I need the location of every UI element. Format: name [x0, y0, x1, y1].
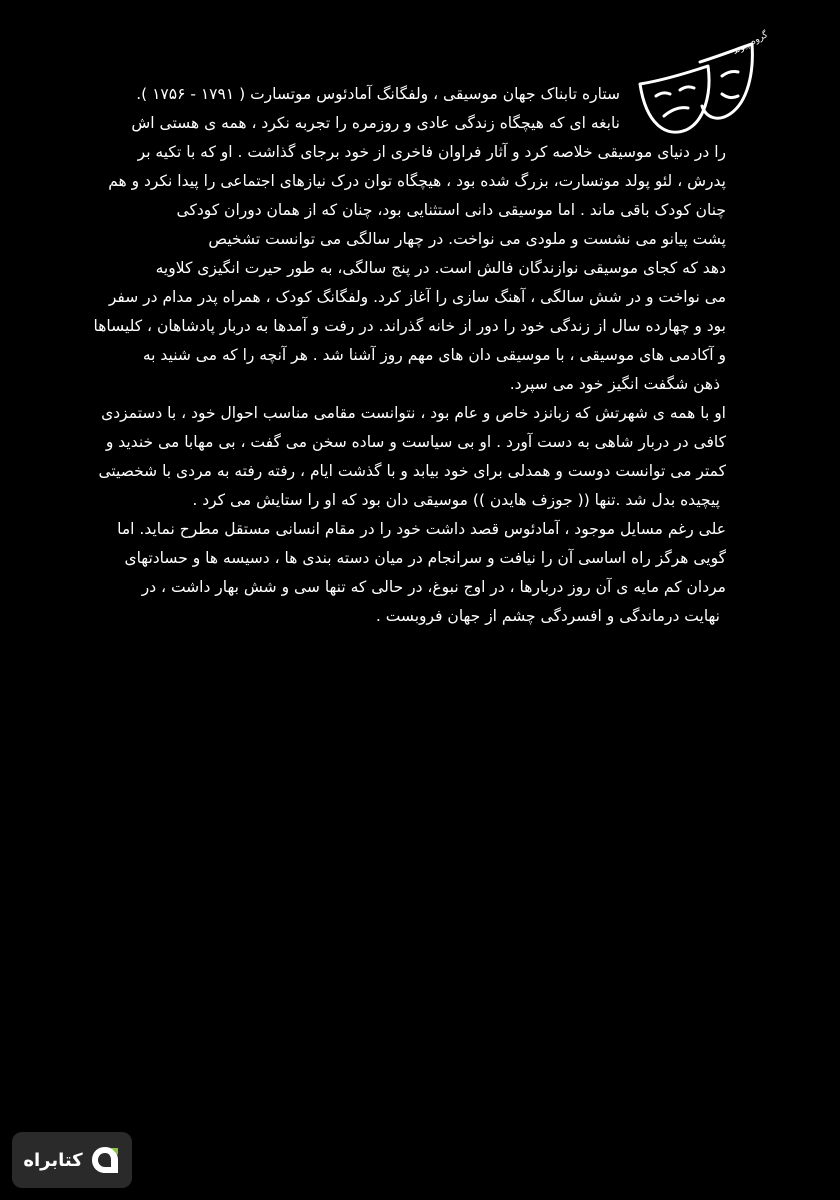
text-line: کافی در دربار شاهی به دست آورد . او بی سیاست و ساده سخن می گفت ، بی مهابا می خندید و	[105, 433, 726, 451]
text-line: و آکادمی های موسیقی ، با موسیقی دان های مهم روز آشنا شد . هر آنچه را که می شنید به	[142, 346, 726, 364]
text-line: مردان کم مایه ی آن روز دربارها ، در اوج نبوغ، در حالی که تنها سی و شش بهار داشت ، در	[141, 578, 726, 596]
text-line: نهایت درماندگی و افسردگی چشم از جهان فروبست .	[375, 607, 720, 625]
paragraph-3	[86, 515, 726, 631]
text-line: گویی هرگز راه اساسی آن را نیافت و سرانجام در میان دسته بندی ها ، دسیسه ها و حسادتهای	[124, 549, 726, 567]
text-line: می نواخت و در شش سالگی ، آهنگ سازی را آغاز کرد. ولفگانگ کودک ، همراه پدر مدام در سفر	[108, 288, 726, 306]
text-line: پشت پیانو می نشست و ملودی می نواخت. در چهار سالگی می توانست تشخیص	[208, 230, 726, 248]
body-text	[86, 80, 726, 631]
text-line: را در دنیای موسیقی خلاصه کرد و آثار فراوان فاخری از خود برجای گذاشت . او که با تکیه بر	[137, 143, 726, 161]
text-line: ستاره تابناک جهان موسیقی ، ولفگانگ آمادئوس موتسارت ( ۱۷۹۱ - ۱۷۵۶ ).	[136, 85, 620, 103]
text-line: او با همه ی شهرتش که زبانزد خاص و عام بود ، نتوانست مقامی مناسب احوال خود ، با دستمزدی	[101, 404, 726, 422]
text-line: نابغه ای که هیچگاه زندگی عادی و روزمره را تجربه نکرد ، همه ی هستی اش	[131, 114, 620, 132]
text-line: دهد که کجای موسیقی نوازندگان فالش است. در پنج سالگی، به طور حیرت انگیزی کلاویه	[155, 259, 726, 277]
logo-caption: گروه پیوند	[731, 30, 770, 57]
text-line: ذهن شگفت انگیز خود می سپرد.	[509, 375, 720, 393]
text-line: بود و چهارده سال از زندگی خود را دور از خانه گذراند. در رفت و آمدها به دربار پادشاهان ، کلیساها	[93, 317, 726, 335]
text-line: کمتر می توانست دوست و همدلی برای خود بیابد و با گذشت ایام ، رفته رفته به مردی با شخصیتی	[98, 462, 726, 480]
ketabrah-badge[interactable]	[12, 1132, 132, 1188]
paragraph-2	[86, 399, 726, 515]
badge-label: کتابراه	[23, 1149, 83, 1171]
ketabrah-logo-icon	[89, 1144, 121, 1176]
paragraph-1	[86, 80, 726, 399]
text-line: پیچیده بدل شد .تنها (( جوزف هایدن )) موسیقی دان بود که او را ستایش می کرد .	[192, 491, 720, 509]
text-line: علی رغم مسایل موجود ، آمادئوس قصد داشت خود را در مقام انسانی مستقل مطرح نماید. اما	[117, 520, 726, 538]
text-line: پدرش ، لئو پولد موتسارت، بزرگ شده بود ، هیچگاه توان درک نیازهای اجتماعی را پیدا نکرد و هم	[108, 172, 726, 190]
text-line: چنان کودک باقی ماند . اما موسیقی دانی استثنایی بود، چنان که از همان دوران کودکی	[176, 201, 726, 219]
